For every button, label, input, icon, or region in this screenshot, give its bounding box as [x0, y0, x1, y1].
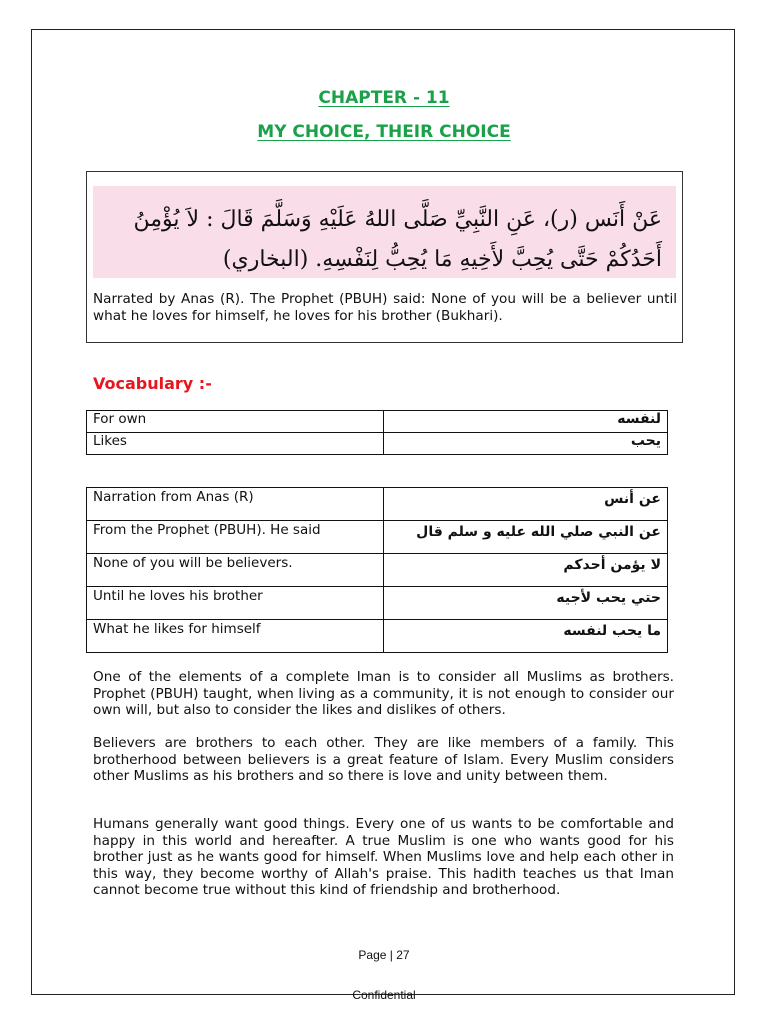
phrase-arabic-cell: حتي يحب لأجيه [384, 587, 668, 620]
table-row [87, 433, 668, 455]
vocabulary-table-phrases [86, 487, 668, 653]
vocab-english-cell: For own [87, 411, 384, 433]
table-row [87, 488, 668, 521]
hadith-arabic-band [93, 186, 676, 278]
vocab-arabic-cell: لنفسه [384, 411, 668, 433]
hadith-arabic-text: عَنْ أَنَس (ر)، عَنِ النَّبِيِّ صَلَّى اللهُ عَلَيْهِ وَسَلَّمَ قَالَ : لاَ يُؤْمِنُ أَحَدُكُمْ حَتَّى يُحِبَّ لأَخِيهِ مَا يُحِبُّ لِنَفْسِهِ. (البخاري) [133, 207, 662, 272]
phrase-english-cell: Narration from Anas (R) [87, 488, 384, 521]
table-row [87, 554, 668, 587]
hadith-box [86, 171, 683, 343]
vocab-arabic-cell: يحب [384, 433, 668, 455]
phrase-english-cell: Until he loves his brother [87, 587, 384, 620]
vocab-english-cell: Likes [87, 433, 384, 455]
phrase-english-cell: None of you will be believers. [87, 554, 384, 587]
body-paragraph: Humans generally want good things. Every one of us wants to be comfortable and happy in this world and hereafter. A true Muslim is one who wants good for his brother just as he wants good for himself. When Muslims love and help each other in this way, they become worthy of Allah's praise. This hadith teaches us that Iman cannot become true without this kind of friendship and brotherhood. [93, 816, 674, 899]
vocabulary-heading: Vocabulary :- [93, 374, 212, 393]
body-paragraph: Believers are brothers to each other. They are like members of a family. This brotherhood between believers is a great feature of Islam. Every Muslim considers other Muslims as his brothers and so there is love and unity between them. [93, 735, 674, 785]
page-number: Page | 27 [358, 948, 410, 962]
body-paragraph: One of the elements of a complete Iman is to consider all Muslims as brothers. Prophet (PBUH) taught, when living as a community, it is not enough to consider our own will, but also to consider the likes and dislikes of others. [93, 669, 674, 719]
table-row [87, 411, 668, 433]
phrase-english-cell: From the Prophet (PBUH). He said [87, 521, 384, 554]
phrase-english-cell: What he likes for himself [87, 620, 384, 653]
chapter-subtitle: MY CHOICE, THEIR CHOICE [257, 122, 511, 142]
table-row [87, 521, 668, 554]
phrase-arabic-cell: عن أنس [384, 488, 668, 521]
phrase-arabic-cell: عن النبي صلي الله عليه و سلم قال [384, 521, 668, 554]
phrase-arabic-cell: لا يؤمن أحدكم [384, 554, 668, 587]
confidential-footer: Confidential [352, 988, 416, 1002]
table-row [87, 620, 668, 653]
phrase-arabic-cell: ما يحب لنفسه [384, 620, 668, 653]
hadith-translation: Narrated by Anas (R). The Prophet (PBUH) said: None of you will be a believer until what he loves for himself, he loves for his brother (Bukhari). [93, 291, 677, 324]
vocabulary-table-words [86, 410, 668, 455]
chapter-heading: CHAPTER - 11 [318, 88, 450, 108]
table-row [87, 587, 668, 620]
